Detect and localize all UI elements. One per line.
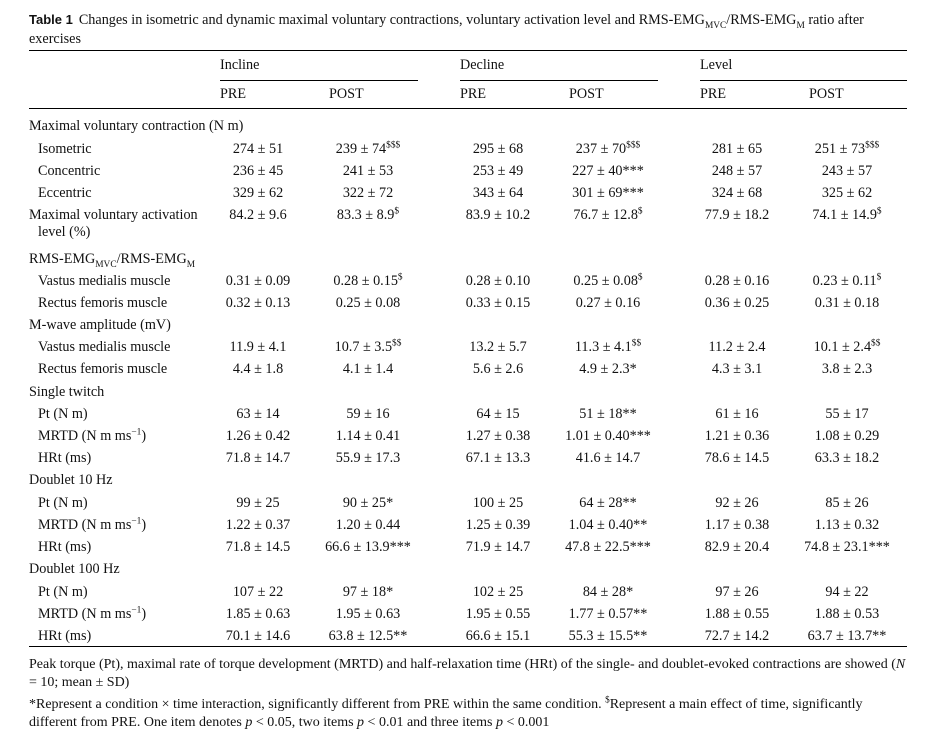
table-cell: 64 ± 15 — [476, 406, 520, 422]
row-section-label: Single twitch — [29, 384, 105, 400]
table-cell: 0.23 ± 0.11$ — [812, 272, 882, 289]
table-cell: 0.27 ± 0.16 — [575, 295, 641, 311]
table-cell: 0.33 ± 0.15 — [465, 295, 531, 311]
timepoint-header: POST — [569, 86, 604, 102]
table-cell: 84.2 ± 9.6 — [229, 207, 287, 223]
timepoint-header: PRE — [700, 86, 727, 102]
table-label: Table 1 — [29, 12, 73, 27]
table-cell: 71.9 ± 14.7 — [465, 539, 531, 555]
table-cell: 1.88 ± 0.53 — [814, 606, 880, 622]
table-cell: 248 ± 57 — [711, 163, 763, 179]
incline-underline — [220, 80, 418, 81]
row-label: Isometric — [38, 141, 92, 157]
row-label: HRt (ms) — [38, 450, 92, 466]
table-cell: 70.1 ± 14.6 — [225, 628, 291, 644]
table-cell: 102 ± 25 — [472, 584, 524, 600]
row-label: Rectus femoris muscle — [38, 361, 168, 377]
table-cell: 0.36 ± 0.25 — [704, 295, 770, 311]
table-cell: 0.28 ± 0.10 — [465, 273, 531, 289]
table-cell: 63.7 ± 13.7** — [807, 628, 887, 644]
level-underline — [700, 80, 907, 81]
table-cell: 1.27 ± 0.38 — [465, 428, 531, 444]
table-cell: 55 ± 17 — [825, 406, 869, 422]
table-cell: 90 ± 25* — [342, 495, 394, 511]
table-cell: 13.2 ± 5.7 — [469, 339, 527, 355]
table-cell: 59 ± 16 — [346, 406, 390, 422]
table-cell: 0.28 ± 0.15$ — [333, 272, 403, 289]
table-cell: 1.04 ± 0.40** — [568, 517, 648, 533]
table-cell: 1.14 ± 0.41 — [335, 428, 401, 444]
timepoint-header: POST — [329, 86, 364, 102]
row-section-label: RMS-$EMG_{MVC}/RMS-EMG_M$ — [29, 251, 196, 270]
condition-header-incline: Incline — [220, 57, 260, 73]
table-cell: 343 ± 64 — [472, 185, 524, 201]
caption-text: Changes in isometric and dynamic maximal voluntary contractions, voluntary activation level and RMS-$EMG_{MVC}/RMS-EMG_M$ ratio after exercises — [29, 12, 864, 47]
table-cell: 1.17 ± 0.38 — [704, 517, 770, 533]
table-cell: 0.25 ± 0.08$ — [573, 272, 643, 289]
table-cell: 329 ± 62 — [232, 185, 284, 201]
timepoint-header: PRE — [460, 86, 487, 102]
table-cell: 11.9 ± 4.1 — [229, 339, 287, 355]
table-cell: 0.32 ± 0.13 — [225, 295, 291, 311]
decline-underline — [460, 80, 658, 81]
table-cell: 243 ± 57 — [821, 163, 873, 179]
table-cell: 295 ± 68 — [472, 141, 524, 157]
table-cell: 107 ± 22 — [232, 584, 284, 600]
table-cell: 10.1 ± 2.4$$ — [813, 338, 881, 355]
table-cell: 47.8 ± 22.5*** — [565, 539, 651, 555]
table-cell: 253 ± 49 — [472, 163, 524, 179]
table-cell: 11.2 ± 2.4 — [708, 339, 766, 355]
table-cell: 97 ± 18* — [342, 584, 394, 600]
table-cell: 51 ± 18** — [579, 406, 637, 422]
table-cell: 78.6 ± 14.5 — [704, 450, 770, 466]
table-cell: 83.9 ± 10.2 — [465, 207, 531, 223]
table-cell: 63.8 ± 12.5** — [328, 628, 408, 644]
table-cell: 1.95 ± 0.55 — [465, 606, 531, 622]
table-cell: 1.77 ± 0.57** — [568, 606, 648, 622]
table-cell: 1.95 ± 0.63 — [335, 606, 401, 622]
table-cell: 55.3 ± 15.5** — [568, 628, 648, 644]
table-cell: 83.3 ± 8.9$ — [336, 206, 400, 223]
table-cell: 236 ± 45 — [232, 163, 284, 179]
row-label: Concentric — [38, 163, 101, 179]
table-cell: 301 ± 69*** — [572, 185, 644, 201]
row-label: Pt (N m) — [38, 495, 88, 511]
table-cell: 237 ± 70$$$ — [575, 140, 641, 157]
top-rule — [29, 50, 907, 51]
table-cell: 100 ± 25 — [472, 495, 524, 511]
row-label: HRt (ms) — [38, 539, 92, 555]
row-label: HRt (ms) — [38, 628, 92, 644]
table-cell: 71.8 ± 14.5 — [225, 539, 291, 555]
row-label: Vastus medialis muscle — [38, 273, 171, 289]
row-label: Eccentric — [38, 185, 92, 201]
row-section-label: Maximal voluntary contraction (N m) — [29, 118, 244, 134]
table-cell: 99 ± 25 — [236, 495, 280, 511]
bottom-rule — [29, 646, 907, 647]
timepoint-header: PRE — [220, 86, 247, 102]
table-cell: 1.21 ± 0.36 — [704, 428, 770, 444]
table-cell: 239 ± 74$$$ — [335, 140, 401, 157]
table-cell: 0.25 ± 0.08 — [335, 295, 401, 311]
table-cell: 85 ± 26 — [825, 495, 869, 511]
footnote-significance: *Represent a condition × time interaction, significantly different from PRE within the same condition. $Represent a main effect of time, significantly different from PRE. One item denotes p < 0.05, two items p < 0.01 and three items p < 0.001 — [29, 694, 863, 730]
table-cell: 241 ± 53 — [342, 163, 394, 179]
table-cell: 1.22 ± 0.37 — [225, 517, 291, 533]
table-cell: 274 ± 51 — [232, 141, 284, 157]
table-cell: 4.9 ± 2.3* — [579, 361, 637, 377]
table-cell: 76.7 ± 12.8$ — [573, 206, 643, 223]
row-label: Maximal voluntary activation — [29, 207, 198, 223]
table-cell: 1.25 ± 0.39 — [465, 517, 531, 533]
table-cell: 74.1 ± 14.9$ — [812, 206, 882, 223]
table-cell: 281 ± 65 — [711, 141, 763, 157]
row-label: MRTD (N m $ms^{-1}$) — [38, 516, 147, 533]
table-cell: 63 ± 14 — [236, 406, 280, 422]
table-cell: 1.13 ± 0.32 — [814, 517, 880, 533]
table-cell: 72.7 ± 14.2 — [704, 628, 770, 644]
table-cell: 3.8 ± 2.3 — [821, 361, 873, 377]
table-cell: 74.8 ± 23.1*** — [804, 539, 890, 555]
table-cell: 0.28 ± 0.16 — [704, 273, 770, 289]
row-label-continuation: level (%) — [38, 224, 91, 240]
table-cell: 4.3 ± 3.1 — [711, 361, 763, 377]
table-cell: 322 ± 72 — [342, 185, 394, 201]
table-cell: 1.85 ± 0.63 — [225, 606, 291, 622]
condition-header-decline: Decline — [460, 57, 505, 73]
table-cell: 63.3 ± 18.2 — [814, 450, 880, 466]
table-cell: 10.7 ± 3.5$$ — [334, 338, 402, 355]
table-cell: 324 ± 68 — [711, 185, 763, 201]
table-cell: 0.31 ± 0.18 — [814, 295, 880, 311]
table-cell: 66.6 ± 15.1 — [465, 628, 531, 644]
row-label: MRTD (N m $ms^{-1}$) — [38, 427, 147, 444]
table-cell: 82.9 ± 20.4 — [704, 539, 770, 555]
table-cell: 1.08 ± 0.29 — [814, 428, 880, 444]
table-cell: 71.8 ± 14.7 — [225, 450, 291, 466]
row-label: Rectus femoris muscle — [38, 295, 168, 311]
table-cell: 1.26 ± 0.42 — [225, 428, 291, 444]
table-cell: 1.01 ± 0.40*** — [565, 428, 651, 444]
table-cell: 55.9 ± 17.3 — [335, 450, 401, 466]
table-cell: 4.4 ± 1.8 — [232, 361, 284, 377]
row-label: Vastus medialis muscle — [38, 339, 171, 355]
table-cell: 1.20 ± 0.44 — [335, 517, 401, 533]
row-section-label: Doublet 100 Hz — [29, 561, 120, 577]
table-cell: 0.31 ± 0.09 — [225, 273, 291, 289]
table-cell: 64 ± 28** — [579, 495, 637, 511]
footnote-definitions: Peak torque (Pt), maximal rate of torque development (MRTD) and half-relaxation time (HRt) of the single- and doublet-evoked contractions are showed (N = 10; mean ± SD) — [29, 657, 906, 690]
condition-header-level: Level — [700, 57, 733, 73]
table-cell: 11.3 ± 4.1$$ — [574, 338, 642, 355]
header-rule — [29, 108, 907, 109]
table-cell: 325 ± 62 — [821, 185, 873, 201]
table-cell: 94 ± 22 — [825, 584, 869, 600]
table-cell: 77.9 ± 18.2 — [704, 207, 770, 223]
table-cell: 5.6 ± 2.6 — [472, 361, 524, 377]
row-label: MRTD (N m $ms^{-1}$) — [38, 605, 147, 622]
table-cell: 61 ± 16 — [715, 406, 759, 422]
table-cell: 41.6 ± 14.7 — [575, 450, 641, 466]
table-cell: 227 ± 40*** — [572, 163, 644, 179]
row-label: Pt (N m) — [38, 406, 88, 422]
table-cell: 1.88 ± 0.55 — [704, 606, 770, 622]
row-section-label: M-wave amplitude (mV) — [29, 317, 171, 333]
table-cell: 251 ± 73$$$ — [814, 140, 880, 157]
row-label: Pt (N m) — [38, 584, 88, 600]
table-cell: 67.1 ± 13.3 — [465, 450, 531, 466]
table-cell: 92 ± 26 — [715, 495, 759, 511]
table-cell: 4.1 ± 1.4 — [342, 361, 394, 377]
table-cell: 66.6 ± 13.9*** — [325, 539, 411, 555]
table-cell: 97 ± 26 — [715, 584, 759, 600]
table-caption — [29, 10, 919, 49]
timepoint-header: POST — [809, 86, 844, 102]
row-section-label: Doublet 10 Hz — [29, 472, 113, 488]
table-cell: 84 ± 28* — [582, 584, 634, 600]
